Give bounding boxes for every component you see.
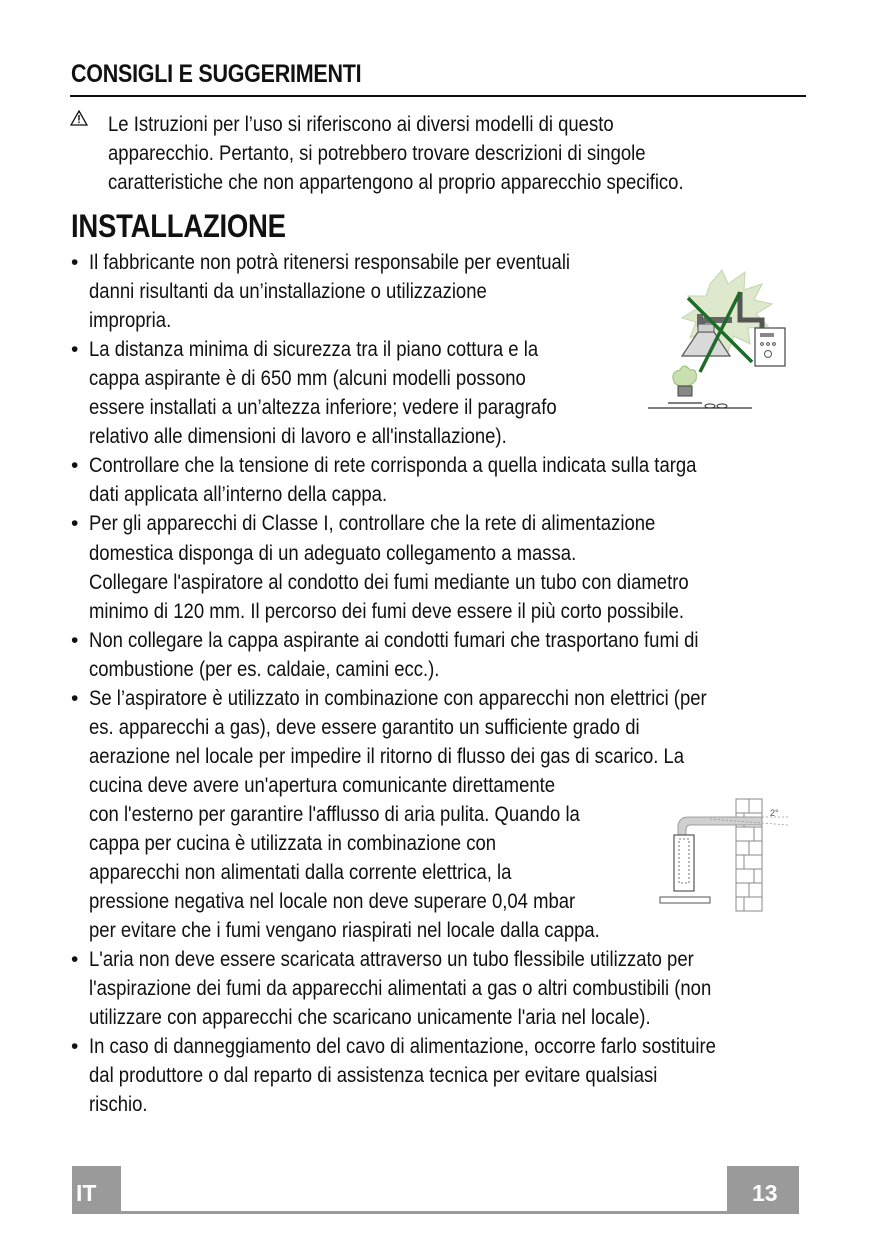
consigli-line: Le Istruzioni per l’uso si riferiscono ai diversi modelli di questo [108, 112, 614, 136]
footer-page-number: 13 [752, 1180, 778, 1206]
footer-language: IT [76, 1180, 97, 1206]
installazione-line: In caso di danneggiamento del cavo di alimentazione, occorre farlo sostituire [89, 1034, 716, 1059]
installazione-line: aerazione nel locale per impedire il ritorno di flusso dei gas di scarico. La [89, 743, 685, 768]
installazione-line: per evitare che i fumi vengano riaspirati nel locale dalla cappa. [89, 918, 600, 943]
bullet-marker: • [71, 686, 79, 710]
bullet-marker: • [71, 338, 79, 362]
installazione-line: apparecchi non alimentati dalla corrente elettrica, la [89, 860, 512, 885]
flame [673, 366, 697, 386]
section-title-consigli: CONSIGLI E SUGGERIMENTI [71, 60, 362, 88]
installazione-line: cappa per cucina è utilizzata in combinazione con [89, 831, 497, 855]
installazione-line: Controllare che la tensione di rete corrisponda a quella indicata sulla targa [89, 453, 697, 478]
installazione-line: impropria. [89, 308, 172, 333]
bullet-marker: • [71, 628, 79, 652]
installazione-line: cucina deve avere un'apertura comunicante direttamente [89, 772, 556, 797]
installazione-line: dal produttore o dal reparto di assistenza tecnica per evitare qualsiasi [89, 1063, 658, 1088]
hood-installation-illustration [640, 262, 790, 412]
consigli-line: caratteristiche che non appartengono al proprio apparecchio specifico. [108, 170, 684, 194]
installazione-line: es. apparecchi a gas), deve essere garantito un sufficiente grado di [89, 714, 640, 739]
duct-slope-illustration [650, 795, 790, 915]
installazione-line: cappa aspirante è di 650 mm (alcuni modelli possono [89, 366, 526, 391]
installazione-line: La distanza minima di sicurezza tra il piano cottura e la [89, 337, 539, 362]
installazione-line: minimo di 120 mm. Il percorso dei fumi deve essere il più corto possibile. [89, 598, 685, 623]
bullet-marker: • [71, 251, 79, 274]
bullet-marker: • [71, 948, 79, 972]
installazione-line: essere installati a un’altezza inferiore; vedere il paragrafo [89, 395, 557, 420]
section-title-installazione: INSTALLAZIONE [71, 208, 286, 244]
installazione-line: relativo alle dimensioni di lavoro e all'installazione). [89, 424, 507, 449]
consigli-line: apparecchio. Pertanto, si potrebbero trovare descrizioni di singole [108, 141, 646, 165]
pot [678, 386, 692, 396]
installazione-line: dati applicata all’interno della cappa. [89, 482, 388, 507]
installazione-line: pressione negativa nel locale non deve superare 0,04 mbar [89, 889, 576, 914]
installazione-line: domestica disponga di un adeguato collegamento a massa. [89, 540, 577, 565]
installazione-line: Collegare l'aspiratore al condotto dei fumi mediante un tubo con diametro [89, 569, 689, 594]
installazione-line: con l'esterno per garantire l'afflusso di aria pulita. Quando la [89, 801, 580, 826]
hood-chimney [674, 835, 694, 891]
installazione-line: combustione (per es. caldaie, camini ecc.). [89, 656, 440, 681]
installazione-line: Il fabbricante non potrà ritenersi responsabile per eventuali [89, 250, 571, 274]
warning-triangle-icon [70, 110, 88, 126]
installazione-line: Non collegare la cappa aspirante ai condotti fumari che trasportano fumi di [89, 627, 699, 652]
section-title-rule [70, 95, 806, 97]
installazione-line: L'aria non deve essere scaricata attraverso un tubo flessibile utilizzato per [89, 947, 694, 972]
installazione-line: Per gli apparecchi di Classe I, controllare che la rete di alimentazione [89, 511, 656, 536]
installazione-line: utilizzare con apparecchi che scaricano unicamente l'aria nel locale). [89, 1005, 651, 1030]
brick-wall [736, 799, 762, 911]
installazione-line: l'aspirazione dei fumi da apparecchi alimentati a gas o altri combustibili (non [89, 976, 712, 1001]
bullet-marker: • [71, 1035, 79, 1059]
installazione-line: rischio. [89, 1092, 148, 1117]
installazione-line: danni risultanti da un’installazione o utilizzazione [89, 279, 487, 304]
bullet-marker: • [71, 454, 79, 478]
bullet-marker: • [71, 512, 79, 536]
angle-label: 2° [770, 808, 779, 818]
installazione-line: Se l’aspiratore è utilizzato in combinazione con apparecchi non elettrici (per [89, 685, 707, 710]
footer-rule [72, 1211, 799, 1214]
